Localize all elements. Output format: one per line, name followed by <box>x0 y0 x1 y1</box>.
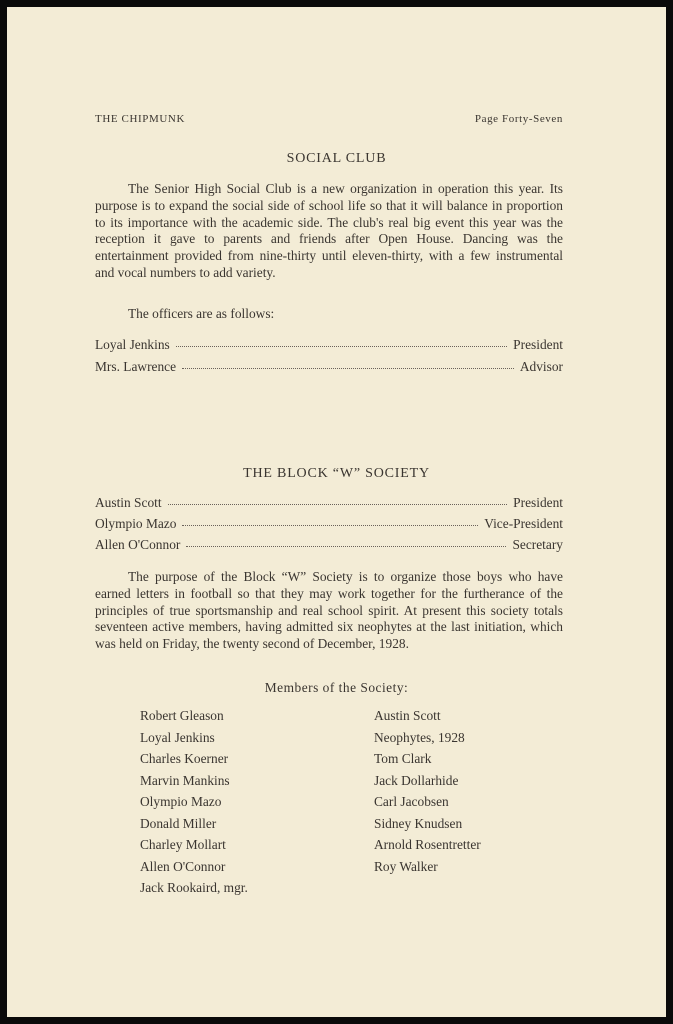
officer-role: Advisor <box>519 359 563 374</box>
officer-name: Loyal Jenkins <box>95 337 170 352</box>
officer-row <box>95 337 563 355</box>
social-club-title: SOCIAL CLUB <box>286 151 387 166</box>
member-name: Charles Koerner <box>140 751 229 766</box>
block-w-title: THE BLOCK “W” SOCIETY <box>243 466 430 481</box>
member-name: Sidney Knudsen <box>374 815 463 831</box>
dot-leader <box>182 515 478 526</box>
member-name: Austin Scott <box>374 708 441 723</box>
officer-row <box>95 516 563 534</box>
block-w-paragraph: The purpose of the Block “W” Society is to organize those boys who have earned letters in football so that they may work together for the furtherance of the principles of true sportsmanship and real school spirit. At present this society totals seventeen active members, having admitted six neophytes at the last initiation, which was held on Friday, the twenty second of December, 1928. <box>95 569 563 652</box>
officer-role: Vice-President <box>484 516 563 531</box>
officer-name: Austin Scott <box>95 495 162 510</box>
member-name: Marvin Mankins <box>140 772 230 788</box>
member-name: Arnold Rosentretter <box>374 837 481 852</box>
neophytes-heading: Neophytes, 1928 <box>374 729 465 745</box>
member-name: Loyal Jenkins <box>140 729 215 745</box>
member-name: Robert Gleason <box>140 708 224 723</box>
member-name: Donald Miller <box>140 815 217 831</box>
dot-leader <box>186 536 506 547</box>
member-name: Olympio Mazo <box>140 794 222 809</box>
officer-name: Mrs. Lawrence <box>95 359 177 374</box>
page-number: Page Forty-Seven <box>474 113 563 125</box>
member-name: Tom Clark <box>374 751 432 766</box>
member-name: Jack Rookaird, mgr. <box>140 880 248 895</box>
members-list-left <box>140 705 248 899</box>
officer-name: Allen O'Connor <box>95 537 181 552</box>
page <box>7 7 666 1017</box>
officers-intro: The officers are as follows: <box>128 306 275 321</box>
dot-leader <box>182 358 514 369</box>
dot-leader <box>168 494 508 505</box>
members-list-right <box>374 705 481 877</box>
member-name: Jack Dollarhide <box>374 772 459 788</box>
officer-row <box>95 495 563 513</box>
officer-name: Olympio Mazo <box>95 516 177 531</box>
officer-row <box>95 359 563 377</box>
member-name: Charley Mollart <box>140 837 226 852</box>
social-club-paragraph: The Senior High Social Club is a new organization in operation this year. Its purpose is to expand the social side of school life so that it will balance in proportion to its importance with the academic side. The club's real big event this year was the reception it gave to parents and friends after Open House. Dancing was the entertainment provided from nine-thirty until eleven-thirty, with a few instrumental and vocal numbers to add variety. <box>95 181 563 280</box>
officer-row <box>95 537 563 555</box>
member-name: Carl Jacobsen <box>374 794 449 809</box>
dot-leader <box>176 336 507 347</box>
member-name: Allen O'Connor <box>140 858 226 874</box>
publication-name: THE CHIPMUNK <box>95 113 186 125</box>
members-heading: Members of the Society: <box>264 680 409 695</box>
officer-role: President <box>513 337 563 352</box>
officer-role: President <box>513 495 563 510</box>
officer-role: Secretary <box>512 537 563 552</box>
member-name: Roy Walker <box>374 858 438 874</box>
